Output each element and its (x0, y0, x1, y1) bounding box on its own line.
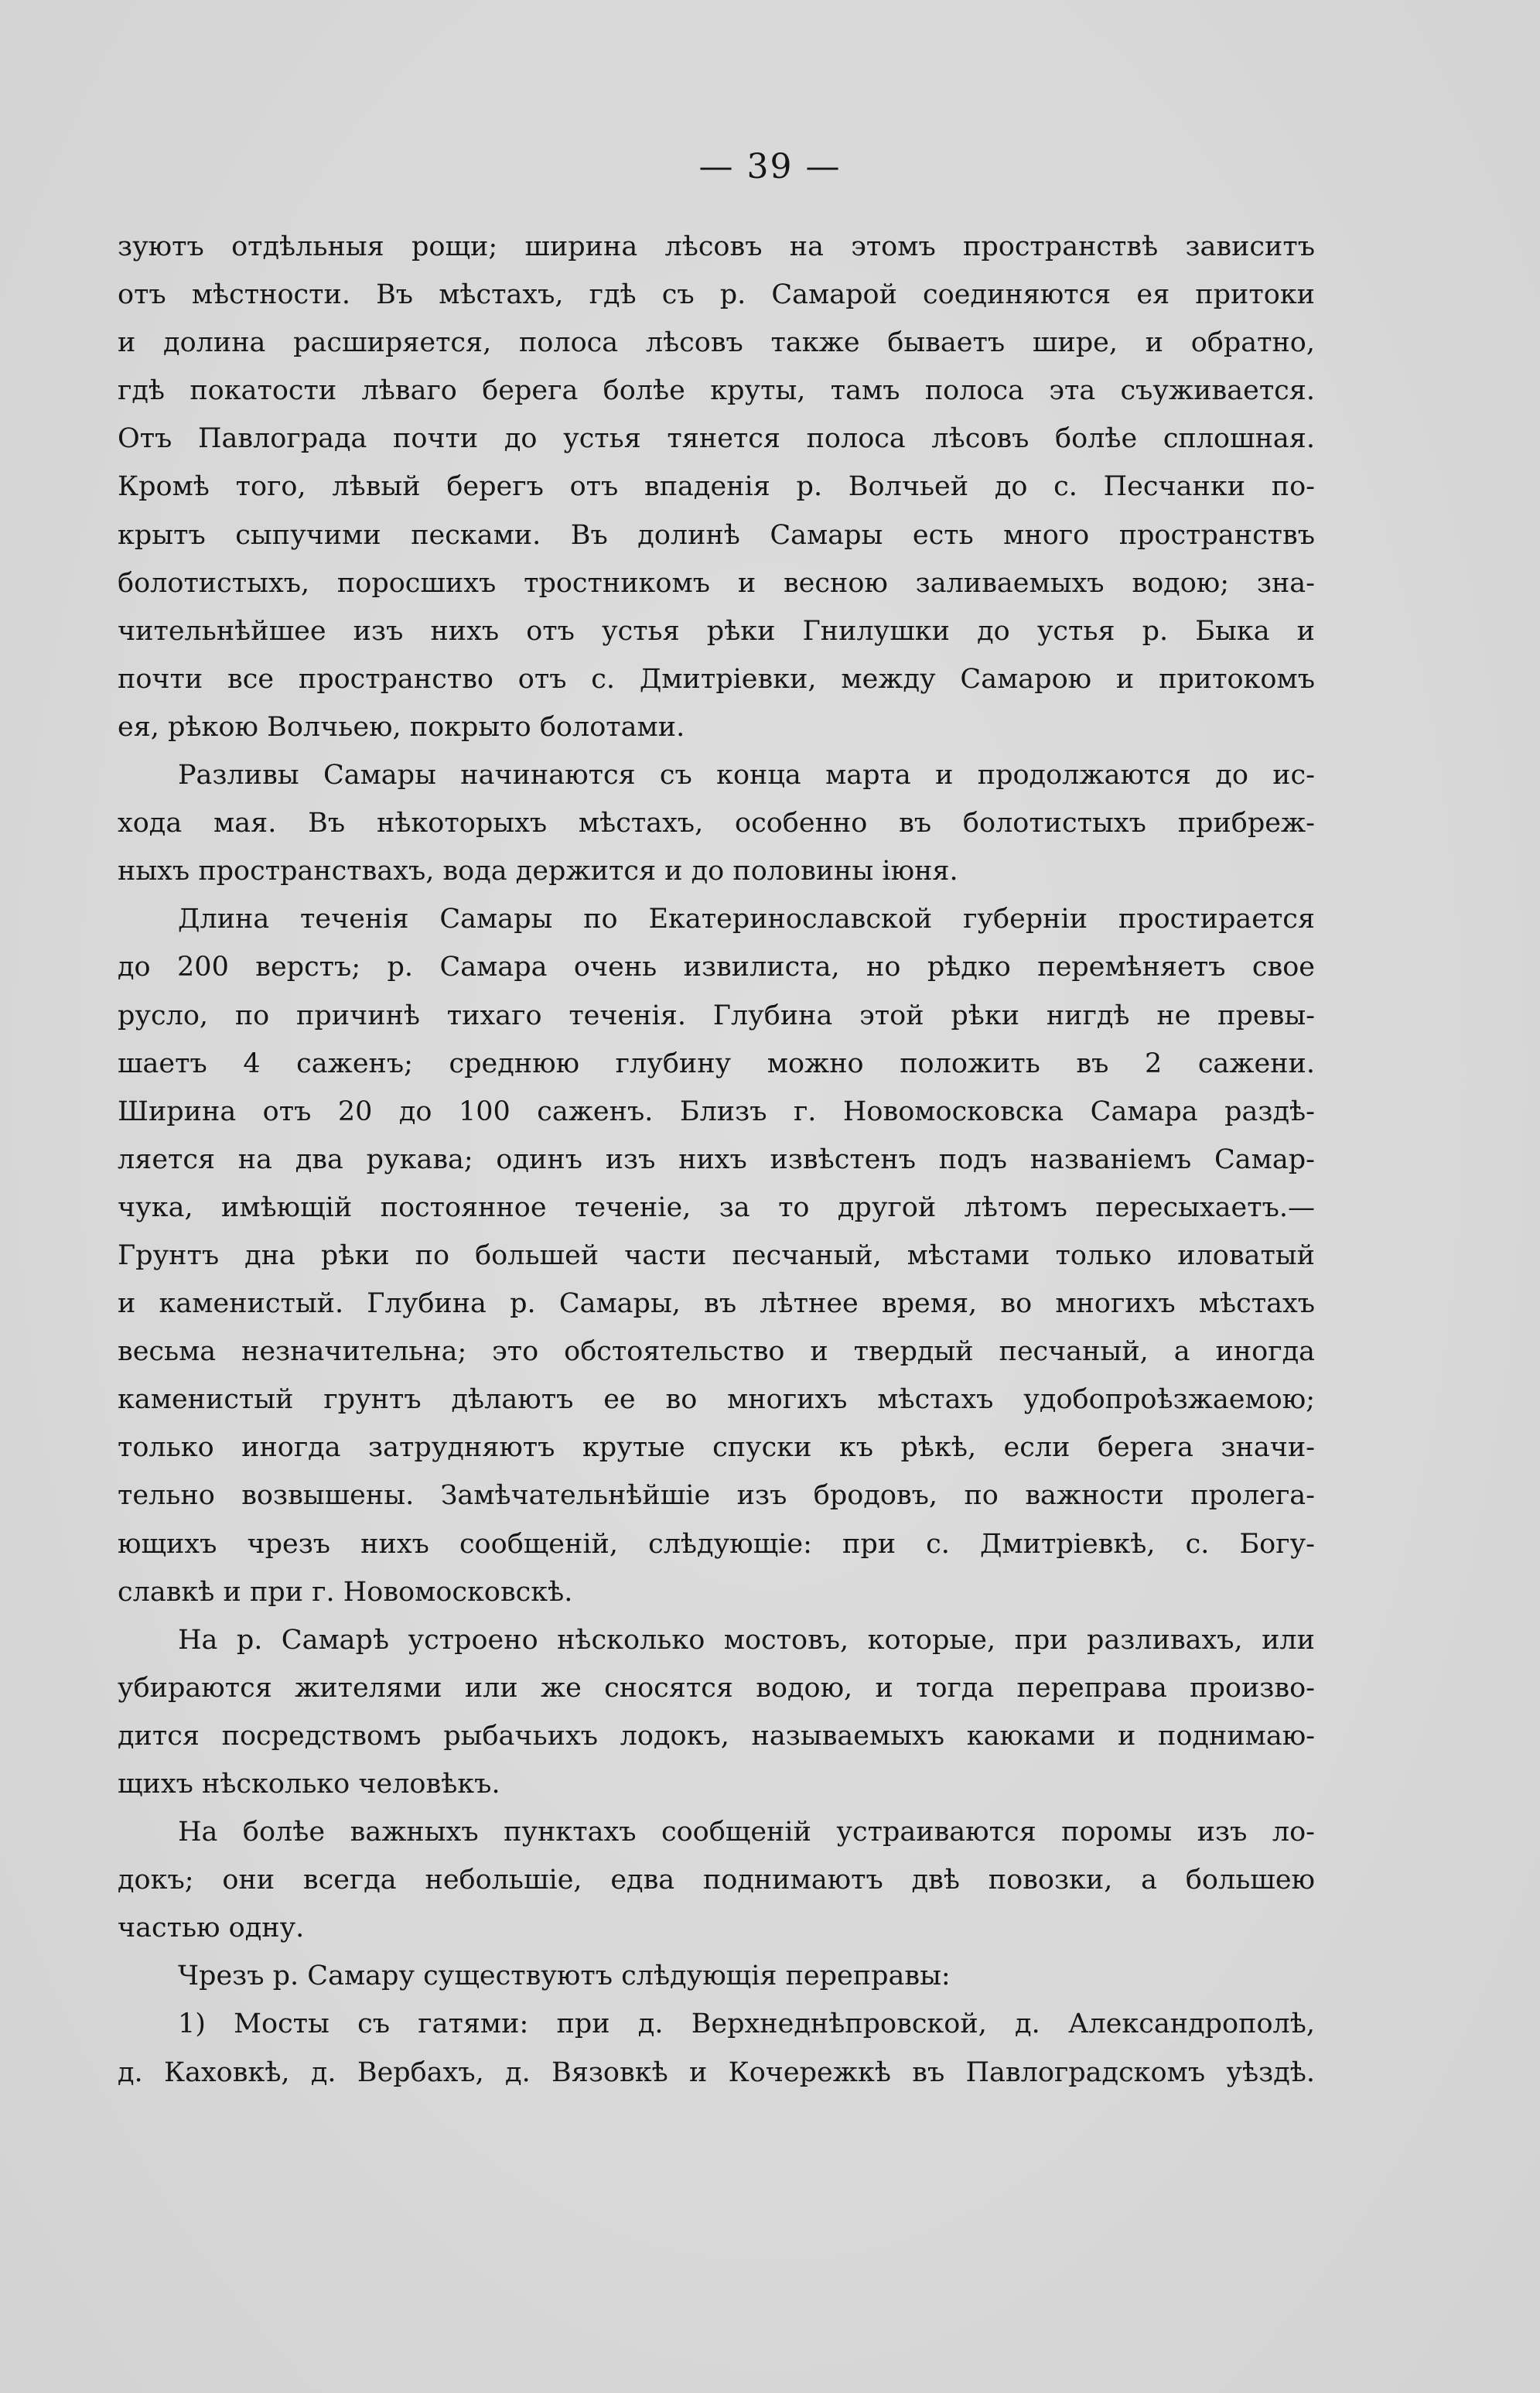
text-line: зуютъ отдѣльныя рощи; ширина лѣсовъ на этомъ пространствѣ зависитъ (118, 231, 1315, 262)
text-line: Кромѣ того, лѣвый берегъ отъ впаденія р. Волчьей до с. Песчанки по- (118, 471, 1315, 503)
text-line: славкѣ и при г. Новомосковскѣ. (118, 1576, 573, 1608)
text-line: русло, по причинѣ тихаго теченія. Глубина этой рѣки нигдѣ не превы- (118, 1000, 1315, 1031)
text-line: д. Каховкѣ, д. Вербахъ, д. Вязовкѣ и Кочережкѣ въ Павлоградскомъ уѣздѣ. (118, 2056, 1315, 2088)
text-line: На болѣе важныхъ пунктахъ сообщеній устраиваются поромы изъ ло- (178, 1817, 1315, 1848)
text-line: частью одну. (118, 1913, 305, 1944)
text-line: до 200 верстъ; р. Самара очень извилиста, но рѣдко перемѣняетъ свое (118, 952, 1315, 983)
text-line: крытъ сыпучими песками. Въ долинѣ Самары есть много пространствъ (118, 519, 1315, 551)
text-line: ющихъ чрезъ нихъ сообщеній, слѣдующіе: при с. Дмитріевкѣ, с. Богу- (118, 1528, 1315, 1560)
text-line: только иногда затрудняютъ крутые спуски къ рѣкѣ, если берега значи- (118, 1432, 1315, 1464)
text-line: Отъ Павлограда почти до устья тянется полоса лѣсовъ болѣе сплошная. (118, 423, 1315, 455)
text-line: хода мая. Въ нѣкоторыхъ мѣстахъ, особенно въ болотистыхъ прибреж- (118, 808, 1315, 839)
text-line: убираются жителями или же сносятся водою, и тогда переправа произво- (118, 1672, 1315, 1704)
text-line: Разливы Самары начинаются съ конца марта и продолжаются до ис- (178, 760, 1315, 791)
text-line: докъ; они всегда небольшіе, едва поднимаютъ двѣ повозки, а большею (118, 1865, 1315, 1896)
text-line: почти все пространство отъ с. Дмитріевки, между Самарою и притокомъ (118, 663, 1315, 695)
text-line: щихъ нѣсколько человѣкъ. (118, 1769, 500, 1800)
text-line: чительнѣйшее изъ нихъ отъ устья рѣки Гнилушки до устья р. Быка и (118, 615, 1315, 647)
text-line: На р. Самарѣ устроено нѣсколько мостовъ, которые, при разливахъ, или (178, 1624, 1315, 1656)
text-line: Чрезъ р. Самару существуютъ слѣдующія переправы: (178, 1961, 951, 1992)
text-line: дится посредствомъ рыбачьихъ лодокъ, называемыхъ каюками и поднимаю- (118, 1720, 1315, 1752)
page-number: — 39 — (698, 147, 842, 186)
text-line: Длина теченія Самары по Екатеринославской губерніи простирается (178, 904, 1315, 935)
text-line: ныхъ пространствахъ, вода держится и до половины іюня. (118, 856, 958, 887)
text-line: Ширина отъ 20 до 100 саженъ. Близъ г. Новомосковска Самара раздѣ- (118, 1096, 1315, 1127)
text-line: ляется на два рукава; одинъ изъ нихъ извѣстенъ подъ названіемъ Самар- (118, 1144, 1315, 1175)
text-line: чука, имѣющій постоянное теченіе, за то другой лѣтомъ пересыхаетъ.— (118, 1191, 1315, 1223)
text-line: Грунтъ дна рѣки по большей части песчаный, мѣстами только иловатый (118, 1239, 1315, 1271)
text-line: гдѣ покатости лѣваго берега болѣе круты, тамъ полоса эта съуживается. (118, 375, 1315, 407)
text-line: ея, рѣкою Волчьею, покрыто болотами. (118, 711, 685, 743)
text-line: весьма незначительна; это обстоятельство и твердый песчаный, а иногда (118, 1336, 1315, 1368)
body-text (118, 223, 1315, 2097)
text-line: каменистый грунтъ дѣлаютъ ее во многихъ мѣстахъ удобопроѣзжаемою; (118, 1384, 1315, 1416)
text-line: и долина расширяется, полоса лѣсовъ также бываетъ шире, и обратно, (118, 327, 1315, 359)
text-line: и каменистый. Глубина р. Самары, въ лѣтнее время, во многихъ мѣстахъ (118, 1288, 1315, 1320)
text-line: 1) Мосты съ гатями: при д. Верхнеднѣпровской, д. Александрополѣ, (178, 2008, 1315, 2040)
text-line: тельно возвышены. Замѣчательнѣйшіе изъ бродовъ, по важности пролега- (118, 1480, 1315, 1512)
text-line: шаетъ 4 саженъ; среднюю глубину можно положить въ 2 сажени. (118, 1048, 1315, 1079)
text-line: болотистыхъ, поросшихъ тростникомъ и весною заливаемыхъ водою; зна- (118, 567, 1315, 599)
text-line: отъ мѣстности. Въ мѣстахъ, гдѣ съ р. Самарой соединяются ея притоки (118, 279, 1315, 311)
